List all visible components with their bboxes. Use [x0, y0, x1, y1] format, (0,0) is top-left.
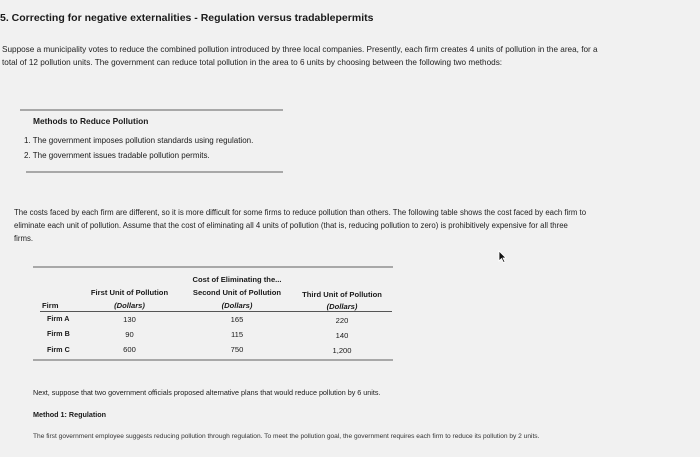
methods-bottom-rule	[26, 171, 283, 173]
col-firm-header: Firm	[42, 301, 59, 310]
intro-paragraph: Suppose a municipality votes to reduce the combined pollution introduced by three local companies. Presently, each firm creates 4 units of pollution in the area, for a total of 12 pollution units. The government can reduce total pollution in the area to 6 units by choosing between the following two methods:	[2, 45, 598, 67]
row-a-firm: Firm A	[47, 314, 70, 323]
methods-top-rule	[20, 109, 283, 111]
row-a-val-1: 130	[123, 315, 136, 324]
row-b-val-1: 90	[125, 330, 134, 339]
next-paragraph: Next, suppose that two government officials proposed alternative plans that would reduce pollution by 6 units.	[33, 388, 381, 397]
row-b-val-2: 115	[230, 330, 244, 339]
col-unit-3: (Dollars)	[326, 302, 358, 311]
table-group-header: Cost of Eliminating the...	[192, 275, 282, 284]
row-c-val-3: 1,200	[332, 346, 352, 355]
row-b-val-3: 140	[335, 331, 349, 340]
method-item-1: 1. The government imposes pollution standards using regulation.	[24, 136, 254, 145]
col-header-3: Third Unit of Pollution	[302, 290, 382, 299]
methods-list	[24, 133, 253, 163]
col-header-1: First Unit of Pollution	[90, 288, 169, 297]
method1-title: Method 1: Regulation	[33, 410, 107, 419]
row-b-firm: Firm B	[47, 329, 70, 338]
costs-paragraph: The costs faced by each firm are different, so it is more difficult for some firms to reduce pollution than others. The following table shows the cost faced by each firm to eliminate each unit of pollution. Assume that the cost of eliminating all 4 units of pollution (that is, reducing pollution to zero) is prohibitively expensive for all three firms.	[14, 208, 587, 243]
col-unit-2: (Dollars)	[221, 301, 253, 310]
methods-heading: Methods to Reduce Pollution	[33, 116, 149, 126]
col-header-2: Second Unit of Pollution	[192, 288, 282, 297]
page-title: 5. Correcting for negative externalities - Regulation versus tradablepermits	[0, 12, 374, 24]
mouse-cursor-icon	[498, 250, 507, 263]
row-a-val-2: 165	[230, 315, 244, 324]
row-c-firm: Firm C	[47, 345, 70, 354]
method1-text: The first government employee suggests reducing pollution through regulation. To meet the pollution goal, the government requires each firm to reduce its pollution by 2 units.	[33, 433, 540, 440]
table-header-rule	[40, 311, 392, 312]
table-top-rule	[33, 266, 393, 268]
row-c-val-2: 750	[230, 345, 244, 354]
table-bottom-rule	[33, 359, 393, 361]
row-c-val-1: 600	[123, 345, 136, 354]
method-item-2: 2. The government issues tradable pollution permits.	[24, 151, 210, 160]
row-a-val-3: 220	[335, 316, 349, 325]
col-unit-1: (Dollars)	[114, 301, 145, 310]
